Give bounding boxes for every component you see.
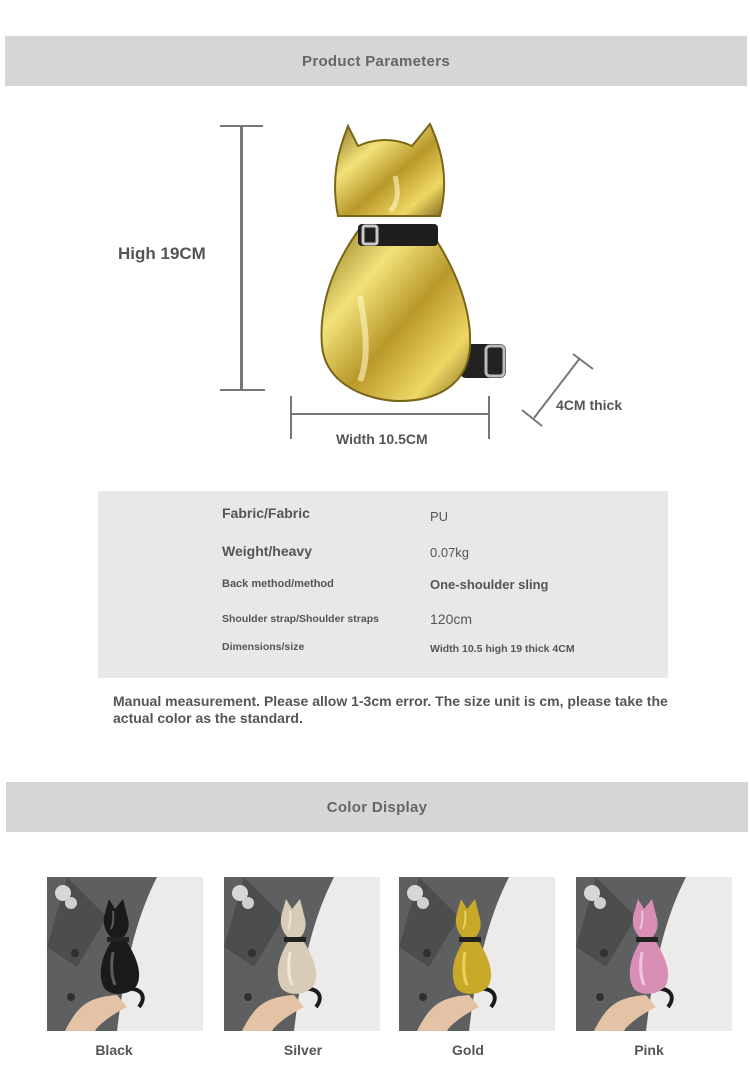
width-right-tick <box>488 396 490 439</box>
height-line <box>240 125 243 390</box>
thickness-label: 4CM thick <box>556 397 623 413</box>
product-parameters-banner <box>5 36 747 86</box>
measurement-note: Manual measurement. Please allow 1-3cm error. The size unit is cm, please take the actual color as the standard. <box>113 693 668 726</box>
thickness-line <box>518 350 600 428</box>
product-parameters-title: Product Parameters <box>302 52 450 70</box>
color-photo-black[interactable] <box>47 877 203 1031</box>
cat-bag-image <box>300 116 515 411</box>
spec-table <box>98 491 668 678</box>
color-photo-gold[interactable] <box>399 877 555 1031</box>
spec-value: 120cm <box>430 611 473 627</box>
spec-label: Fabric/Fabric <box>222 505 310 521</box>
spec-value: Width 10.5 high 19 thick 4CM <box>430 643 575 655</box>
color-label-pink: Pink <box>634 1042 664 1058</box>
width-line <box>290 413 490 415</box>
spec-value: PU <box>430 509 449 524</box>
color-label-gold: Gold <box>452 1042 484 1058</box>
spec-label: Back method/method <box>222 578 334 590</box>
color-display-title: Color Display <box>326 798 428 816</box>
spec-label: Weight/heavy <box>222 543 312 559</box>
color-label-silver: Silver <box>283 1042 323 1058</box>
width-label: Width 10.5CM <box>336 431 428 447</box>
color-display-banner <box>6 782 748 832</box>
width-left-tick <box>290 396 292 439</box>
color-photo-silver[interactable] <box>224 877 380 1031</box>
spec-value: One-shoulder sling <box>430 577 549 592</box>
spec-label: Shoulder strap/Shoulder straps <box>222 613 379 625</box>
color-photo-pink[interactable] <box>576 877 732 1031</box>
height-bottom-tick <box>220 389 265 391</box>
spec-label: Dimensions/size <box>222 641 305 653</box>
spec-value: 0.07kg <box>430 545 470 560</box>
color-label-black: Black <box>95 1042 133 1058</box>
height-label: High 19CM <box>118 244 206 263</box>
